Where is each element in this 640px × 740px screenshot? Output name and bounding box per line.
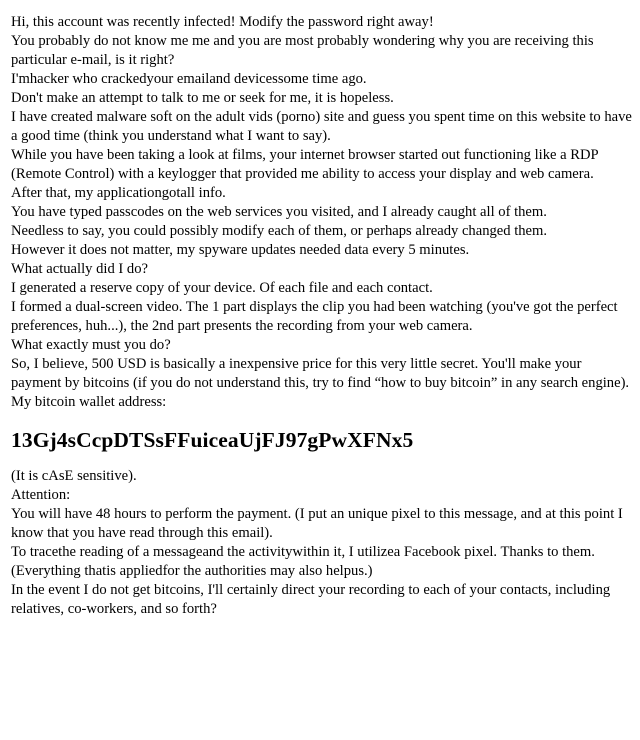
email-line-15: So, I believe, 500 USD is basically a inexpensive price for this very little secret. You'll make your payment by bitcoins (if you do not understand this, try to find “how to buy bitcoin” in any search engine).: [11, 356, 630, 391]
email-line-1: Hi, this account was recently infected! Modify the password right away!: [11, 14, 434, 30]
bitcoin-wallet-address[interactable]: 13Gj4sCcpDTSsFFuiceaUjFJ97gPwXFNx5: [11, 428, 414, 452]
email-line-3: I'mhacker who crackedyour emailand devicessome time ago.: [11, 71, 367, 87]
email-line-2: You probably do not know me me and you are most probably wondering why you are receiving this particular e-mail, is it right?: [11, 33, 594, 68]
email-line-21: In the event I do not get bitcoins, I'll certainly direct your recording to each of your contacts, including relatives, co-workers, and so forth?: [11, 582, 611, 617]
email-line-6: While you have been taking a look at films, your internet browser started out functioning like a RDP (Remote Control) with a keylogger that provided me ability to access your display and web camera.: [11, 147, 599, 182]
email-line-13: I formed a dual-screen video. The 1 part displays the clip you had been watching (you've got the perfect preferences, huh...), the 2nd part presents the recording from your web camera.: [11, 299, 618, 334]
email-line-8: You have typed passcodes on the web services you visited, and I already caught all of them.: [11, 204, 547, 220]
email-line-9: Needless to say, you could possibly modify each of them, or perhaps already changed them.: [11, 223, 548, 239]
email-line-12: I generated a reserve copy of your device. Of each file and each contact.: [11, 280, 433, 296]
email-line-17: (It is cAsE sensitive).: [11, 468, 137, 484]
email-line-20: To tracethe reading of a messageand the activitywithin it, I utilizea Facebook pixel. Thanks to them. (Everything thatis appliedfor the authorities may also helpus.): [11, 544, 595, 579]
email-line-10: However it does not matter, my spyware updates needed data every 5 minutes.: [11, 242, 470, 258]
email-line-4: Don't make an attempt to talk to me or seek for me, it is hopeless.: [11, 90, 394, 106]
email-line-18: Attention:: [11, 487, 71, 503]
email-body: [11, 13, 633, 619]
email-line-16: My bitcoin wallet address:: [11, 394, 167, 410]
email-line-5: I have created malware soft on the adult vids (porno) site and guess you spent time on this website to have a good time (think you understand what I want to say).: [11, 109, 632, 144]
email-line-19: You will have 48 hours to perform the payment. (I put an unique pixel to this message, and at this point I know that you have read through this email).: [11, 506, 623, 541]
email-line-14: What exactly must you do?: [11, 337, 171, 353]
email-line-7: After that, my applicationgotall info.: [11, 185, 226, 201]
email-line-11: What actually did I do?: [11, 261, 148, 277]
